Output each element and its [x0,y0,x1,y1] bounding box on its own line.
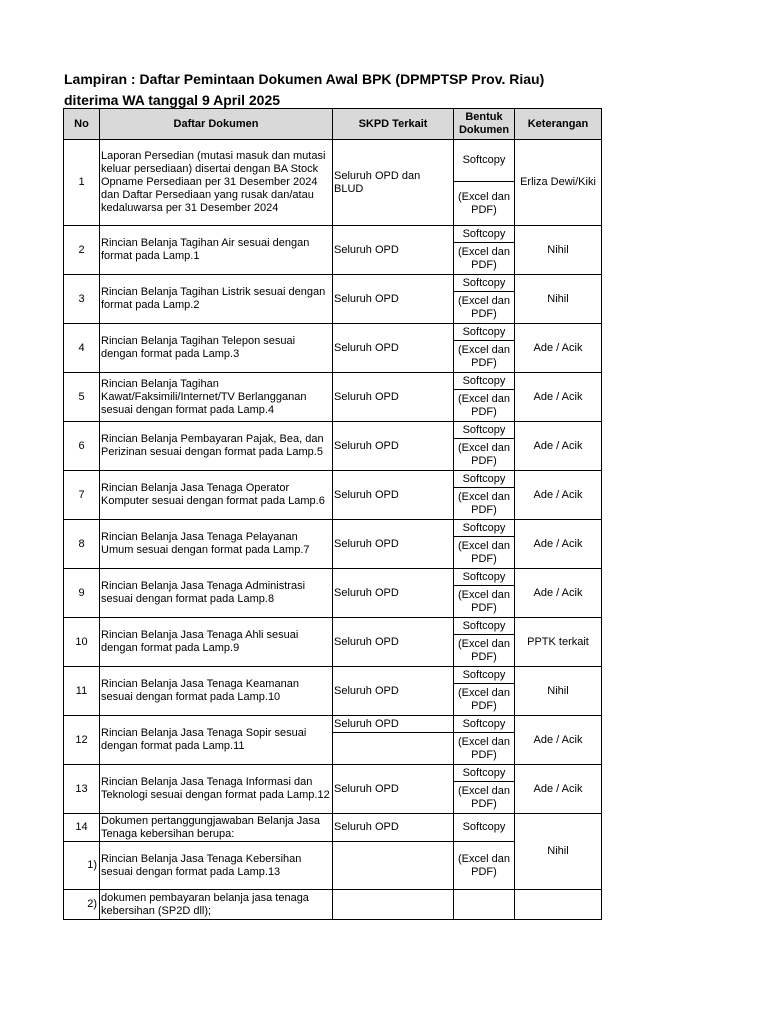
subitem-number: 1) [64,842,100,890]
header-keterangan: Keterangan [515,109,602,140]
keterangan: PPTK terkait [515,618,602,667]
subitem-document-name: Rincian Belanja Jasa Tenaga Kebersihan sesuai dengan format pada Lamp.13 [100,842,333,890]
table-body [64,140,602,920]
keterangan: Nihil [515,275,602,324]
row-number: 11 [64,667,100,716]
table-row [64,324,602,341]
bentuk-softcopy: Softcopy [454,667,515,684]
document-name: Rincian Belanja Tagihan Air sesuai dengan format pada Lamp.1 [100,226,333,275]
title-line-1: Lampiran : Daftar Pemintaan Dokumen Awal BPK (DPMPTSP Prov. Riau) [64,71,545,87]
bentuk-softcopy: Softcopy [454,814,515,842]
bentuk-format: (Excel dan PDF) [454,243,515,275]
bentuk-softcopy: Softcopy [454,140,515,182]
bentuk-softcopy: Softcopy [454,275,515,292]
keterangan: Erliza Dewi/Kiki [515,140,602,226]
table-row [64,422,602,439]
skpd-terkait: Seluruh OPD [333,520,454,569]
row-number: 9 [64,569,100,618]
keterangan: Nihil [515,226,602,275]
bentuk-format: (Excel dan PDF) [454,537,515,569]
skpd-terkait: Seluruh OPD [333,324,454,373]
skpd-terkait: Seluruh OPD [333,618,454,667]
table-header-row [64,109,602,140]
bentuk-format: (Excel dan PDF) [454,684,515,716]
table-row [64,618,602,635]
table-row [64,373,602,390]
bentuk-softcopy: Softcopy [454,422,515,439]
table-row [64,667,602,684]
skpd-empty [333,842,454,890]
document-name: Rincian Belanja Jasa Tenaga Operator Komputer sesuai dengan format pada Lamp.6 [100,471,333,520]
skpd-terkait: Seluruh OPD [333,275,454,324]
document-name: Dokumen pertanggungjawaban Belanja Jasa Tenaga kebersihan berupa: [100,814,333,842]
document-name: Rincian Belanja Jasa Tenaga Keamanan sesuai dengan format pada Lamp.10 [100,667,333,716]
keterangan: Ade / Acik [515,765,602,814]
bentuk-format: (Excel dan PDF) [454,292,515,324]
header-bentuk-dokumen: Bentuk Dokumen [454,109,515,140]
row-number: 5 [64,373,100,422]
table-row [64,226,602,243]
document-name: Rincian Belanja Tagihan Kawat/Faksimili/Internet/TV Berlangganan sesuai dengan format pada Lamp.4 [100,373,333,422]
header-no: No [64,109,100,140]
row-number: 14 [64,814,100,842]
keterangan-empty [515,890,602,920]
header-skpd-terkait: SKPD Terkait [333,109,454,140]
table-row [64,520,602,537]
title-line-2: diterima WA tanggal 9 April 2025 [64,92,281,108]
document-name: Rincian Belanja Jasa Tenaga Pelayanan Umum sesuai dengan format pada Lamp.7 [100,520,333,569]
document-name: Rincian Belanja Jasa Tenaga Informasi dan Teknologi sesuai dengan format pada Lamp.12 [100,765,333,814]
skpd-terkait: Seluruh OPD [333,226,454,275]
skpd-terkait: Seluruh OPD [333,373,454,422]
skpd-empty [333,890,454,920]
document-request-table [63,108,602,920]
keterangan: Nihil [515,667,602,716]
row-number: 2 [64,226,100,275]
document-name: Rincian Belanja Jasa Tenaga Ahli sesuai dengan format pada Lamp.9 [100,618,333,667]
table-row [64,765,602,782]
row-number: 1 [64,140,100,226]
bentuk-softcopy: Softcopy [454,471,515,488]
bentuk-format: (Excel dan PDF) [454,488,515,520]
row-number: 10 [64,618,100,667]
subitem-number: 2) [64,890,100,920]
bentuk-softcopy: Softcopy [454,716,515,733]
document-name: Laporan Persedian (mutasi masuk dan mutasi keluar persediaan) disertai dengan BA Stock Opname Persediaan per 31 Desember 2024 dan Daftar Persediaan yang rusak dan/atau kedaluwarsa per 31 Desember 2024 [100,140,333,226]
row-number: 3 [64,275,100,324]
skpd-empty [333,733,454,765]
skpd-terkait: Seluruh OPD [333,814,454,842]
document-name: Rincian Belanja Tagihan Listrik sesuai dengan format pada Lamp.2 [100,275,333,324]
bentuk-format: (Excel dan PDF) [454,733,515,765]
keterangan: Ade / Acik [515,471,602,520]
bentuk-format: (Excel dan PDF) [454,782,515,814]
keterangan: Ade / Acik [515,520,602,569]
subitem-document-name: dokumen pembayaran belanja jasa tenaga kebersihan (SP2D dll); [100,890,333,920]
bentuk-softcopy: Softcopy [454,765,515,782]
header-daftar-dokumen: Daftar Dokumen [100,109,333,140]
keterangan: Nihil [515,814,602,890]
skpd-terkait: Seluruh OPD [333,569,454,618]
bentuk-format: (Excel dan PDF) [454,341,515,373]
keterangan: Ade / Acik [515,422,602,471]
document-name: Rincian Belanja Pembayaran Pajak, Bea, dan Perizinan sesuai dengan format pada Lamp.5 [100,422,333,471]
bentuk-softcopy: Softcopy [454,569,515,586]
bentuk-format: (Excel dan PDF) [454,842,515,890]
bentuk-softcopy: Softcopy [454,324,515,341]
table-row [64,569,602,586]
skpd-terkait: Seluruh OPD [333,716,454,733]
keterangan: Ade / Acik [515,716,602,765]
table-row-subitem [64,890,602,920]
bentuk-softcopy: Softcopy [454,373,515,390]
bentuk-format: (Excel dan PDF) [454,635,515,667]
document-name: Rincian Belanja Jasa Tenaga Administrasi sesuai dengan format pada Lamp.8 [100,569,333,618]
table-row [64,275,602,292]
skpd-terkait: Seluruh OPD [333,667,454,716]
row-number: 12 [64,716,100,765]
keterangan: Ade / Acik [515,324,602,373]
table-row [64,471,602,488]
bentuk-empty [454,890,515,920]
row-number: 6 [64,422,100,471]
bentuk-format: (Excel dan PDF) [454,586,515,618]
bentuk-softcopy: Softcopy [454,618,515,635]
bentuk-format: (Excel dan PDF) [454,390,515,422]
table-row [64,140,602,182]
row-number: 8 [64,520,100,569]
document-title [64,69,544,111]
table-row [64,716,602,733]
table-row [64,814,602,842]
skpd-terkait: Seluruh OPD [333,422,454,471]
bentuk-softcopy: Softcopy [454,226,515,243]
keterangan: Ade / Acik [515,373,602,422]
bentuk-softcopy: Softcopy [454,520,515,537]
document-name: Rincian Belanja Jasa Tenaga Sopir sesuai dengan format pada Lamp.11 [100,716,333,765]
document-name: Rincian Belanja Tagihan Telepon sesuai dengan format pada Lamp.3 [100,324,333,373]
keterangan: Ade / Acik [515,569,602,618]
skpd-terkait: Seluruh OPD [333,471,454,520]
row-number: 4 [64,324,100,373]
skpd-terkait: Seluruh OPD [333,765,454,814]
skpd-terkait: Seluruh OPD dan BLUD [333,140,454,226]
row-number: 7 [64,471,100,520]
bentuk-format: (Excel dan PDF) [454,182,515,226]
row-number: 13 [64,765,100,814]
bentuk-format: (Excel dan PDF) [454,439,515,471]
